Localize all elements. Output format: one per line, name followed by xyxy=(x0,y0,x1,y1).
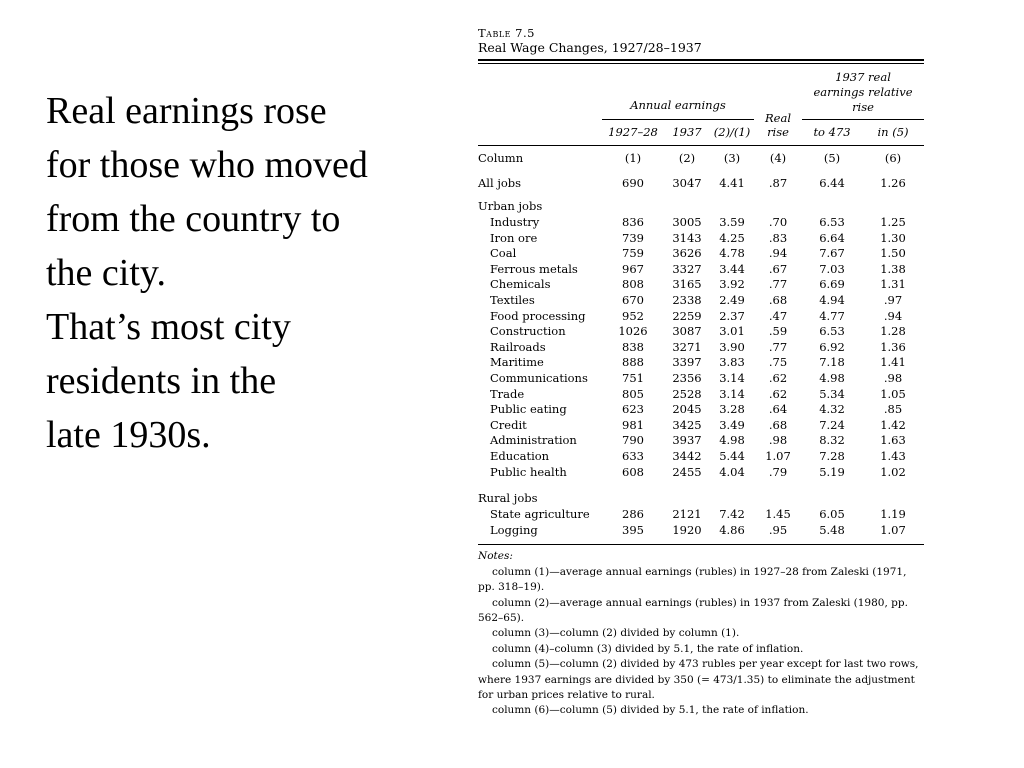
slide-line: the city. xyxy=(46,252,166,294)
cell: .98 xyxy=(883,370,903,385)
cell: Column xyxy=(478,151,524,165)
cell: 1.36 xyxy=(880,339,906,354)
rural-rows xyxy=(478,507,924,538)
cell: 3.92 xyxy=(719,277,745,292)
cell: 1.42 xyxy=(880,417,906,432)
cell: 6.05 xyxy=(819,507,845,522)
notes-heading: Notes: xyxy=(478,550,513,563)
slide-body-text xyxy=(46,84,446,462)
note-item: column (6)—column (5) divided by 5.1, the rate of inflation. xyxy=(492,704,809,717)
cell: 6.64 xyxy=(819,230,845,245)
cell: 1.28 xyxy=(880,324,906,339)
cell: .75 xyxy=(768,355,788,370)
urban-rows xyxy=(478,215,924,480)
cell: .64 xyxy=(768,402,788,417)
cell: .83 xyxy=(768,230,788,245)
cell: .97 xyxy=(883,292,903,307)
cell: 7.03 xyxy=(819,261,845,276)
cell: 1.25 xyxy=(880,215,906,229)
cell: .85 xyxy=(883,402,903,417)
cell: 3425 xyxy=(672,417,702,432)
cell: 1.07 xyxy=(765,448,791,463)
cell: 759 xyxy=(622,246,644,261)
cell: .62 xyxy=(768,370,788,385)
table-row xyxy=(478,418,924,434)
cell: .59 xyxy=(768,324,788,339)
slide-line: Real earnings rose xyxy=(46,90,327,132)
cell: 1920 xyxy=(672,522,702,537)
cell: 623 xyxy=(622,402,644,417)
row-label: Maritime xyxy=(490,355,544,370)
cell: 2.49 xyxy=(719,292,745,307)
cell: 6.53 xyxy=(819,324,845,339)
wage-table-figure xyxy=(478,26,924,719)
row-label: Public eating xyxy=(490,402,567,417)
cell: (2) xyxy=(678,151,696,165)
cell: 967 xyxy=(622,261,644,276)
cell: 3937 xyxy=(672,433,702,448)
table-row xyxy=(478,215,924,231)
cell: 1.63 xyxy=(880,433,906,448)
cell: 1.31 xyxy=(880,277,906,292)
table-row xyxy=(478,293,924,309)
row-label: Logging xyxy=(490,522,538,537)
cell: 1.45 xyxy=(765,507,791,522)
cell: 7.28 xyxy=(819,448,845,463)
table-row xyxy=(478,523,924,539)
slide-line: That’s most city xyxy=(46,306,291,348)
cell: 3.59 xyxy=(719,215,745,229)
cell: 1.41 xyxy=(880,355,906,370)
cell: (6) xyxy=(884,151,902,165)
table-row xyxy=(478,449,924,465)
sub-header: to 473 xyxy=(813,125,851,139)
table-row xyxy=(478,402,924,418)
row-label: Administration xyxy=(490,433,577,448)
cell: 7.67 xyxy=(819,246,845,261)
slide-line: residents in the xyxy=(46,360,277,402)
cell: 3.44 xyxy=(719,261,745,276)
cell: 4.78 xyxy=(719,246,745,261)
cell: .94 xyxy=(883,308,903,323)
cell: 2045 xyxy=(672,402,702,417)
table-row xyxy=(478,246,924,262)
row-label: State agriculture xyxy=(490,507,590,522)
section-label: Urban jobs xyxy=(478,199,543,213)
cell: 7.18 xyxy=(819,355,845,370)
rural-section-label xyxy=(478,480,924,507)
cell: 805 xyxy=(622,386,644,401)
cell: .94 xyxy=(768,246,788,261)
note-item: column (2)—average annual earnings (rubles) in 1937 from Zaleski (1980, pp. 562–65). xyxy=(478,596,908,624)
cell: 1.43 xyxy=(880,448,906,463)
cell: 2121 xyxy=(672,507,702,522)
cell: .79 xyxy=(768,464,788,479)
cell: 3.28 xyxy=(719,402,745,417)
cell: 3.90 xyxy=(719,339,745,354)
cell: 2356 xyxy=(672,370,702,385)
cell: 3397 xyxy=(672,355,702,370)
cell: .87 xyxy=(768,176,788,190)
cell: 6.44 xyxy=(819,176,845,190)
cell: .68 xyxy=(768,292,788,307)
cell: 3.83 xyxy=(719,355,745,370)
cell: 5.48 xyxy=(819,522,845,537)
cell: 3165 xyxy=(672,277,702,292)
cell: 1.19 xyxy=(880,507,906,522)
cell: 808 xyxy=(622,277,644,292)
cell: 3327 xyxy=(672,261,702,276)
row-label: Trade xyxy=(490,386,525,401)
cell: 608 xyxy=(622,464,644,479)
cell: 670 xyxy=(622,292,644,307)
cell: 8.32 xyxy=(819,433,845,448)
cell: .67 xyxy=(768,261,788,276)
cell: 395 xyxy=(622,522,644,537)
wage-table xyxy=(478,64,924,538)
cell: 1.07 xyxy=(880,522,906,537)
cell: 1.38 xyxy=(880,261,906,276)
cell: 2338 xyxy=(672,292,702,307)
cell: 739 xyxy=(622,230,644,245)
slide-line: from the country to xyxy=(46,198,341,240)
top-rule xyxy=(478,59,924,61)
annual-earnings-header: Annual earnings xyxy=(630,97,726,112)
cell: 4.98 xyxy=(719,433,745,448)
table-row xyxy=(478,262,924,278)
cell: 4.32 xyxy=(819,402,845,417)
cell: 3087 xyxy=(672,324,702,339)
cell: 2.37 xyxy=(719,308,745,323)
cell: .70 xyxy=(768,215,788,229)
cell: 3047 xyxy=(672,176,702,190)
cell: 751 xyxy=(622,370,644,385)
row-label: Industry xyxy=(490,215,540,229)
note-item: column (3)—column (2) divided by column (1). xyxy=(492,627,740,640)
bottom-rule xyxy=(478,544,924,545)
slide-line: for those who moved xyxy=(46,144,368,186)
table-row xyxy=(478,355,924,371)
row-label: Credit xyxy=(490,417,527,432)
cell: .68 xyxy=(768,417,788,432)
table-row xyxy=(478,277,924,293)
cell: 2259 xyxy=(672,308,702,323)
cell: 1.02 xyxy=(880,464,906,479)
table-row xyxy=(478,371,924,387)
cell: 4.98 xyxy=(819,370,845,385)
table-row xyxy=(478,387,924,403)
cell: 1.30 xyxy=(880,230,906,245)
table-notes xyxy=(478,549,924,718)
cell: 3.14 xyxy=(719,370,745,385)
cell: .98 xyxy=(768,433,788,448)
note-item: column (1)—average annual earnings (rubles) in 1927–28 from Zaleski (1971, pp. 318–19). xyxy=(478,565,907,594)
cell: (1) xyxy=(624,151,642,165)
cell: 2455 xyxy=(672,464,702,479)
cell: 286 xyxy=(622,507,644,522)
row-label: Chemicals xyxy=(490,277,551,292)
cell: 5.34 xyxy=(819,386,845,401)
cell: 4.77 xyxy=(819,308,845,323)
cell: (5) xyxy=(823,151,841,165)
relative-rise-header: 1937 real earnings relative rise xyxy=(813,70,913,114)
cell: 7.24 xyxy=(819,417,845,432)
note-item: column (4)–column (3) divided by 5.1, the rate of inflation. xyxy=(492,642,804,655)
row-label: Education xyxy=(490,448,550,463)
sub-header: (2)/(1) xyxy=(713,125,751,139)
table-row xyxy=(478,507,924,523)
row-label: Construction xyxy=(490,324,566,339)
cell: 5.44 xyxy=(719,448,745,463)
cell: 6.53 xyxy=(819,215,845,229)
cell: .95 xyxy=(768,522,788,537)
header-row-sub xyxy=(478,120,924,146)
cell: 3.14 xyxy=(719,386,745,401)
cell: 1.26 xyxy=(880,176,906,190)
table-row xyxy=(478,433,924,449)
cell: 4.86 xyxy=(719,522,745,537)
row-label: Food processing xyxy=(490,308,586,323)
cell: 633 xyxy=(622,448,644,463)
table-row xyxy=(478,324,924,340)
note-item: column (5)—column (2) divided by 473 rubles per year except for last two rows, where 1937 earnings are divided by 350 (= 473/1.35) to eliminate the adjustment for urban prices relative to rural. xyxy=(478,658,919,701)
header-row-top xyxy=(478,64,924,120)
table-row xyxy=(478,340,924,356)
table-row xyxy=(478,309,924,325)
table-row xyxy=(478,465,924,481)
cell: 981 xyxy=(622,417,644,432)
cell: 3626 xyxy=(672,246,702,261)
row-label: Railroads xyxy=(490,339,546,354)
table-number: Table 7.5 xyxy=(478,26,535,40)
cell: .62 xyxy=(768,386,788,401)
cell: 3143 xyxy=(672,230,702,245)
column-number-row xyxy=(478,146,924,168)
real-rise-header: Real rise xyxy=(765,111,792,139)
cell: .47 xyxy=(768,308,788,323)
all-jobs-row xyxy=(478,167,924,192)
cell: 690 xyxy=(622,176,644,190)
cell: (4) xyxy=(769,151,787,165)
cell: 4.41 xyxy=(719,176,745,190)
cell: 7.42 xyxy=(719,507,745,522)
cell: 3271 xyxy=(672,339,702,354)
cell: 888 xyxy=(622,355,644,370)
cell: 3442 xyxy=(672,448,702,463)
cell: 5.19 xyxy=(819,464,845,479)
sub-header: 1937 xyxy=(672,125,702,139)
cell: 4.25 xyxy=(719,230,745,245)
cell: .77 xyxy=(768,339,788,354)
slide-line: late 1930s. xyxy=(46,414,211,456)
cell: 1.05 xyxy=(880,386,906,401)
cell: (3) xyxy=(723,151,741,165)
cell: 6.92 xyxy=(819,339,845,354)
cell: 838 xyxy=(622,339,644,354)
sub-header: in (5) xyxy=(877,125,909,139)
cell: 952 xyxy=(622,308,644,323)
cell: 3005 xyxy=(672,215,702,229)
cell: .77 xyxy=(768,277,788,292)
cell: All jobs xyxy=(478,176,522,190)
cell: 790 xyxy=(622,433,644,448)
table-row xyxy=(478,231,924,247)
row-label: Ferrous metals xyxy=(490,261,578,276)
cell: 6.69 xyxy=(819,277,845,292)
row-label: Iron ore xyxy=(490,230,538,245)
cell: 1.50 xyxy=(880,246,906,261)
table-caption: Real Wage Changes, 1927/28–1937 xyxy=(478,40,702,55)
row-label: Public health xyxy=(490,464,567,479)
cell: 3.49 xyxy=(719,417,745,432)
urban-section-label xyxy=(478,192,924,215)
row-label: Textiles xyxy=(490,292,535,307)
cell: 4.94 xyxy=(819,292,845,307)
cell: 2528 xyxy=(672,386,702,401)
cell: 3.01 xyxy=(719,324,745,339)
row-label: Coal xyxy=(490,246,517,261)
sub-header: 1927–28 xyxy=(608,125,658,139)
section-label: Rural jobs xyxy=(478,491,538,506)
cell: 4.04 xyxy=(719,464,745,479)
row-label: Communications xyxy=(490,370,588,385)
cell: 836 xyxy=(622,215,644,229)
cell: 1026 xyxy=(618,324,648,339)
